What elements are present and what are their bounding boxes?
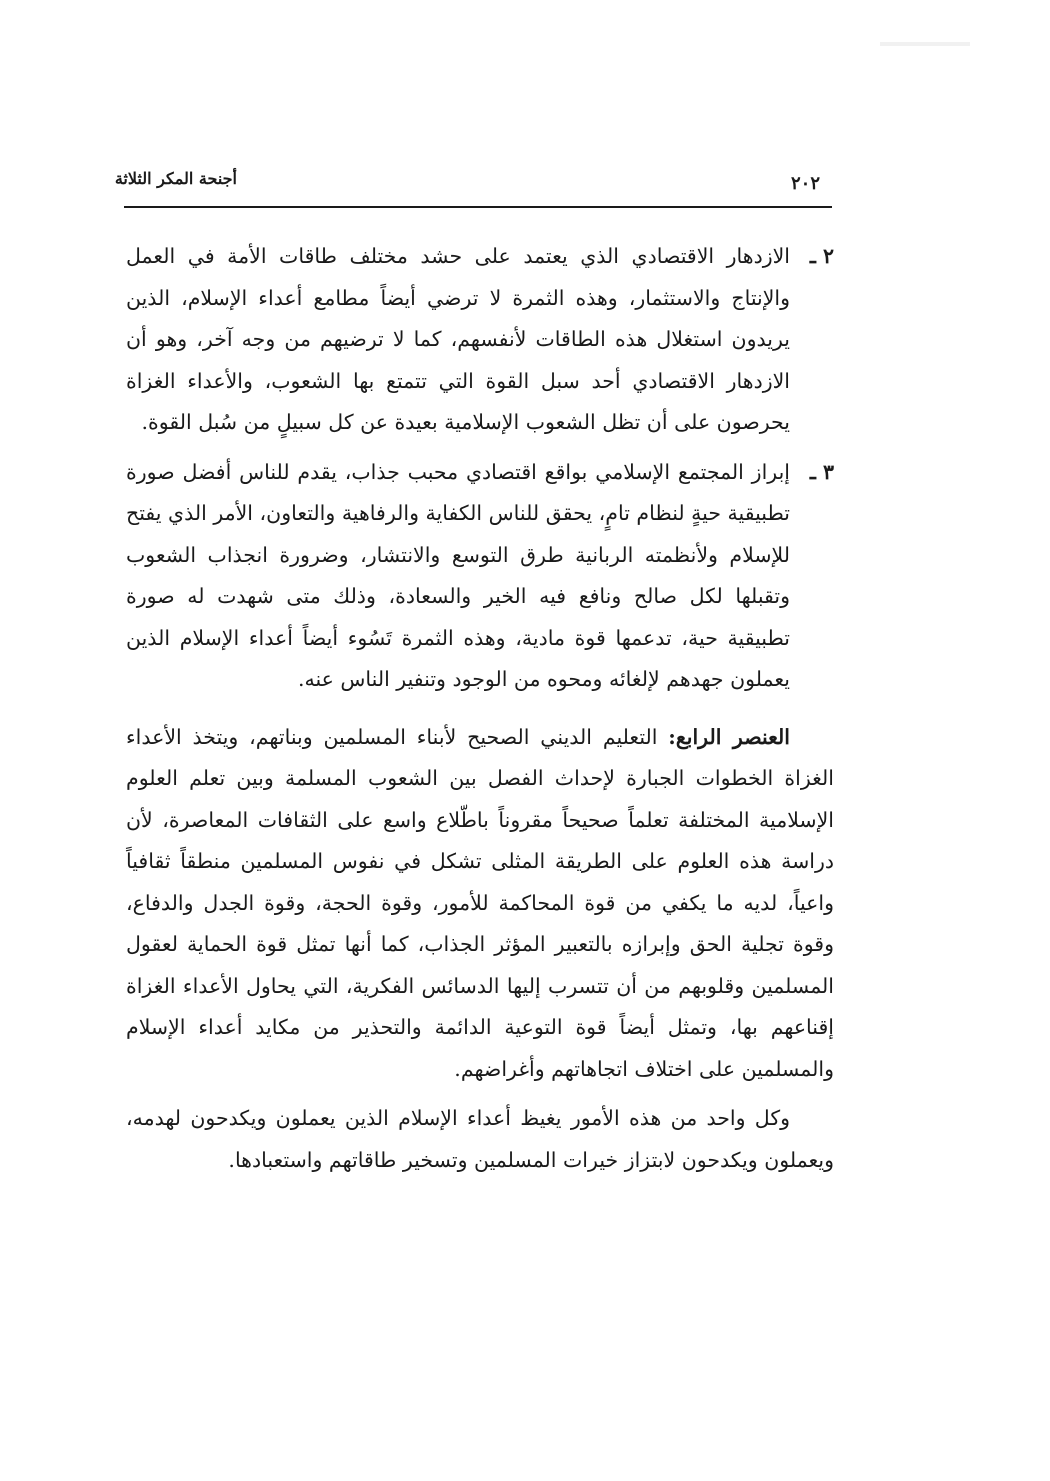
item-text: إبراز المجتمع الإسلامي بواقع اقتصادي محبب جذاب، يقدم للناس أفضل صورة تطبيقية حيةٍ لنظام تامٍ، يحقق للناس الكفاية والرفاهية والتعاون، الأمر الذي يفتح للإسلام ولأنظمته الربانية طرق التوسع والانتشار، وضرورة انجذاب الشعوب وتقبلها لكل صالح ونافع فيه الخير والسعادة، وذلك متى شهدت له صورة تطبيقية حية، تدعمها قوة مادية، وهذه الثمرة تَسُوء أيضاً أعداء الإسلام الذين يعملون جهدهم لإلغائه ومحوه من الوجود وتنفير الناس عنه. — [126, 459, 790, 691]
page-header — [114, 163, 832, 205]
page-body — [126, 236, 834, 1181]
item-number: ٢ ـ — [809, 244, 834, 268]
closing-paragraph: وكل واحد من هذه الأمور يغيظ أعداء الإسلام الذين يعملون ويكدحون لهدمه، ويعملون ويكدحون لابتزاز خيرات المسلمين وتسخير طاقاتهم واستعبادها. — [126, 1106, 834, 1172]
scan-artifact — [880, 42, 970, 46]
page-number: ٢٠٢ — [790, 173, 820, 194]
item-number: ٣ ـ — [809, 459, 834, 484]
item-text: الازدهار الاقتصادي الذي يعتمد على حشد مختلف طاقات الأمة في العمل والإنتاج والاستثمار، وهذه الثمرة لا ترضي أيضاً مطامع أعداء الإسلام، الذين يريدون استغلال هذه الطاقات لأنفسهم، كما لا ترضيهم من وجه آخر، وهو أن الازدهار الاقتصادي أحد سبل القوة التي تتمتع بها الشعوب، والأعداء الغزاة يحرصون على أن تظل الشعوب الإسلامية بعيدة عن كل سبيلٍ من سُبل القوة. — [126, 244, 790, 434]
numbered-item-3 — [126, 452, 834, 701]
header-rule — [124, 206, 832, 208]
element-heading: العنصر الرابع: — [668, 724, 790, 749]
numbered-item-2 — [126, 236, 834, 444]
running-title: أجنحة المكر الثلاثة — [114, 169, 237, 188]
element-four-paragraph — [126, 717, 834, 1091]
element-four-text: التعليم الديني الصحيح لأبناء المسلمين وبناتهم، ويتخذ الأعداء الغزاة الخطوات الجبارة لإحداث الفصل بين الشعوب المسلمة وبين تعلم العلوم الإسلامية المختلفة تعلماً صحيحاً مقروناً باطّلاع واسع على الثقافات المعاصرة، لأن دراسة هذه العلوم على الطريقة المثلى تشكل في نفوس المسلمين منطقاً ثقافياً واعياً، لديه ما يكفي من قوة المحاكمة للأمور، وقوة الحجة، وقوة الجدل والدفاع، وقوة تجلية الحق وإبرازه بالتعبير المؤثر الجذاب، كما أنها تمثل قوة الحماية لعقول المسلمين وقلوبهم من أن تتسرب إليها الدسائس الفكرية، التي يحاول الأعداء الغزاة إقناعهم بها، وتمثل أيضاً قوة التوعية الدائمة والتحذير من مكايد أعداء الإسلام والمسلمين على اختلاف اتجاهاتهم وأغراضهم. — [126, 724, 834, 1081]
